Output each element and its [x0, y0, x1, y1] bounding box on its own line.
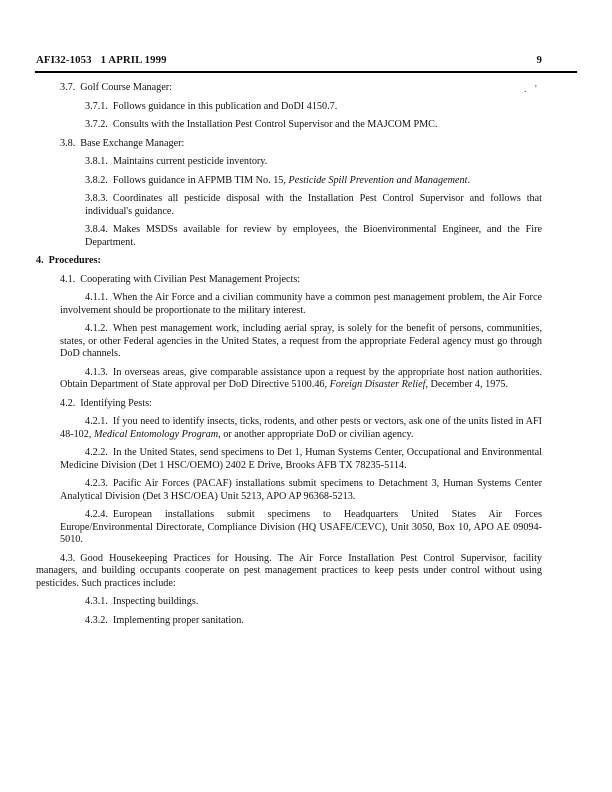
paragraph-4-1-1 — [60, 292, 542, 317]
text-run: Implementing proper sanitation. — [112, 614, 244, 626]
paragraph-number: 3.8.1. — [85, 156, 108, 167]
paragraph-3-7-2 — [85, 119, 542, 132]
document-date: 1 APRIL 1999 — [100, 54, 167, 66]
paragraph-number: 4. — [36, 255, 44, 266]
document-id — [36, 54, 167, 66]
text-run: In overseas areas, give comparable assistance upon a request by the appropriate host nation authorities. Obtain Department of State approval per DoD Directive 5100.46, — [60, 366, 542, 390]
text-run: , December 4, 1975. — [425, 379, 509, 390]
paragraph-number: 3.7. — [60, 82, 76, 93]
text-run: Coordinates all pesticide disposal with the Installation Pest Control Supervisor and follows that individual's guidance. — [85, 193, 542, 217]
text-run: European installations submit specimens to Headquarters United States Air Forces Europe/Environmental Directorate, Compliance Division (HQ USAFE/CEVC), Unit 3050, Box 10, APO AE 09094-5010. — [60, 509, 542, 545]
text-run: Golf Course Manager: — [80, 82, 172, 93]
paragraph-number: 3.8.3. — [85, 193, 108, 204]
document-number: AFI32-1053 — [36, 54, 92, 66]
paragraph-4-3-2 — [85, 615, 542, 628]
paragraph-number: 4.3.1. — [85, 596, 108, 607]
italic-text-run: Foreign Disaster Relief — [329, 379, 426, 390]
paragraph-4-1 — [60, 274, 542, 287]
paragraph-number: 3.7.1. — [85, 100, 108, 112]
paragraph-3-7 — [60, 82, 542, 95]
paragraph-number: 4.1.1. — [85, 292, 108, 303]
text-run: When pest management work, including aerial spray, is solely for the benefit of persons, communities, states, or other Federal agencies in the United States, a request from the appropriate Federal agency must go through DoD channels. — [60, 323, 542, 359]
paragraph-number: 4.3.2. — [85, 614, 108, 626]
paragraph-4-3 — [36, 553, 542, 591]
text-run: , or another appropriate DoD or civilian agency. — [218, 428, 414, 440]
page-number: 9 — [536, 54, 542, 66]
text-run: When the Air Force and a civilian community have a common pest management problem, the Air Force involvement should be proportionate to the military interest. — [60, 292, 542, 316]
text-run: Follows guidance in this publication and DoDI 4150.7. — [112, 100, 338, 112]
italic-text-run: Medical Entomology Program — [93, 428, 219, 440]
paragraph-4-1-3 — [60, 367, 542, 392]
paragraph-number: 4.2.2. — [85, 447, 108, 458]
paragraph-4-2-2 — [60, 447, 542, 472]
paragraph-4-2-3 — [60, 478, 542, 503]
text-run: Consults with the Installation Pest Control Supervisor and the MAJCOM PMC. — [112, 119, 438, 130]
paragraph-3-8-3 — [85, 193, 542, 218]
paragraph-number: 4.3. — [60, 552, 76, 564]
text-run: Maintains current pesticide inventory. — [112, 156, 268, 167]
paragraph-number: 4.2. — [60, 397, 76, 409]
paragraph-number: 4.2.1. — [85, 416, 108, 427]
paragraph-3-8-4 — [85, 224, 542, 249]
paragraph-number: 4.1.2. — [85, 323, 108, 334]
text-run: Inspecting buildings. — [112, 596, 199, 607]
scan-artifact: . ' — [524, 84, 540, 95]
paragraph-number: 3.8.4. — [85, 224, 108, 235]
paragraph-number: 4.1. — [60, 273, 76, 285]
paragraph-number: 4.2.4. — [85, 509, 108, 520]
paragraph-3-8 — [60, 138, 542, 151]
paragraph-4 — [36, 255, 542, 268]
paragraph-3-8-2 — [85, 175, 542, 188]
paragraph-3-7-1 — [85, 101, 542, 114]
text-run: Pacific Air Forces (PACAF) installations submit specimens to Detachment 3, Human Systems Center Analytical Division (Det 3 HSC/OEA) Unit 5213, APO AP 96368-5213. — [60, 478, 542, 502]
paragraph-number: 3.8. — [60, 137, 76, 149]
document-body — [36, 82, 542, 633]
header-rule — [35, 71, 577, 73]
paragraph-number: 4.1.3. — [85, 366, 108, 378]
paragraph-4-2-4 — [60, 509, 542, 547]
paragraph-3-8-1 — [85, 156, 542, 169]
text-run: Cooperating with Civilian Pest Management Projects: — [80, 273, 301, 285]
paragraph-4-3-1 — [85, 596, 542, 609]
text-run: Good Housekeeping Practices for Housing. The Air Force Installation Pest Control Supervisor, facility managers, and building occupants cooperate on pest management practices to keep pests under control without using pesticides. Such practices include: — [36, 552, 542, 589]
paragraph-number: 3.8.2. — [85, 174, 108, 186]
text-run: Follows guidance in AFPMB TIM No. 15, — [112, 174, 289, 186]
italic-text-run: Pesticide Spill Prevention and Management — [288, 174, 468, 186]
paragraph-number: 4.2.3. — [85, 478, 108, 489]
paragraph-4-1-2 — [60, 323, 542, 361]
text-run: In the United States, send specimens to Det 1, Human Systems Center, Occupational and Environmental Medicine Division (Det 1 HSC/OEMO) 2402 E Drive, Brooks AFB TX 78235-5114. — [60, 447, 542, 471]
text-run: Identifying Pests: — [80, 397, 152, 409]
paragraph-4-2-1 — [60, 416, 542, 441]
paragraph-4-2 — [60, 398, 542, 411]
page-header — [36, 54, 542, 66]
text-run: Makes MSDSs available for review by employees, the Bioenvironmental Engineer, and the Fire Department. — [85, 224, 542, 248]
text-run: Base Exchange Manager: — [80, 137, 185, 149]
paragraph-number: 3.7.2. — [85, 119, 108, 130]
text-run: If you need to identify insects, ticks, rodents, and other pests or vectors, ask one of the units listed in AFI 48-102, — [60, 416, 542, 440]
text-run: . — [467, 174, 471, 186]
text-run: Procedures: — [48, 255, 101, 266]
